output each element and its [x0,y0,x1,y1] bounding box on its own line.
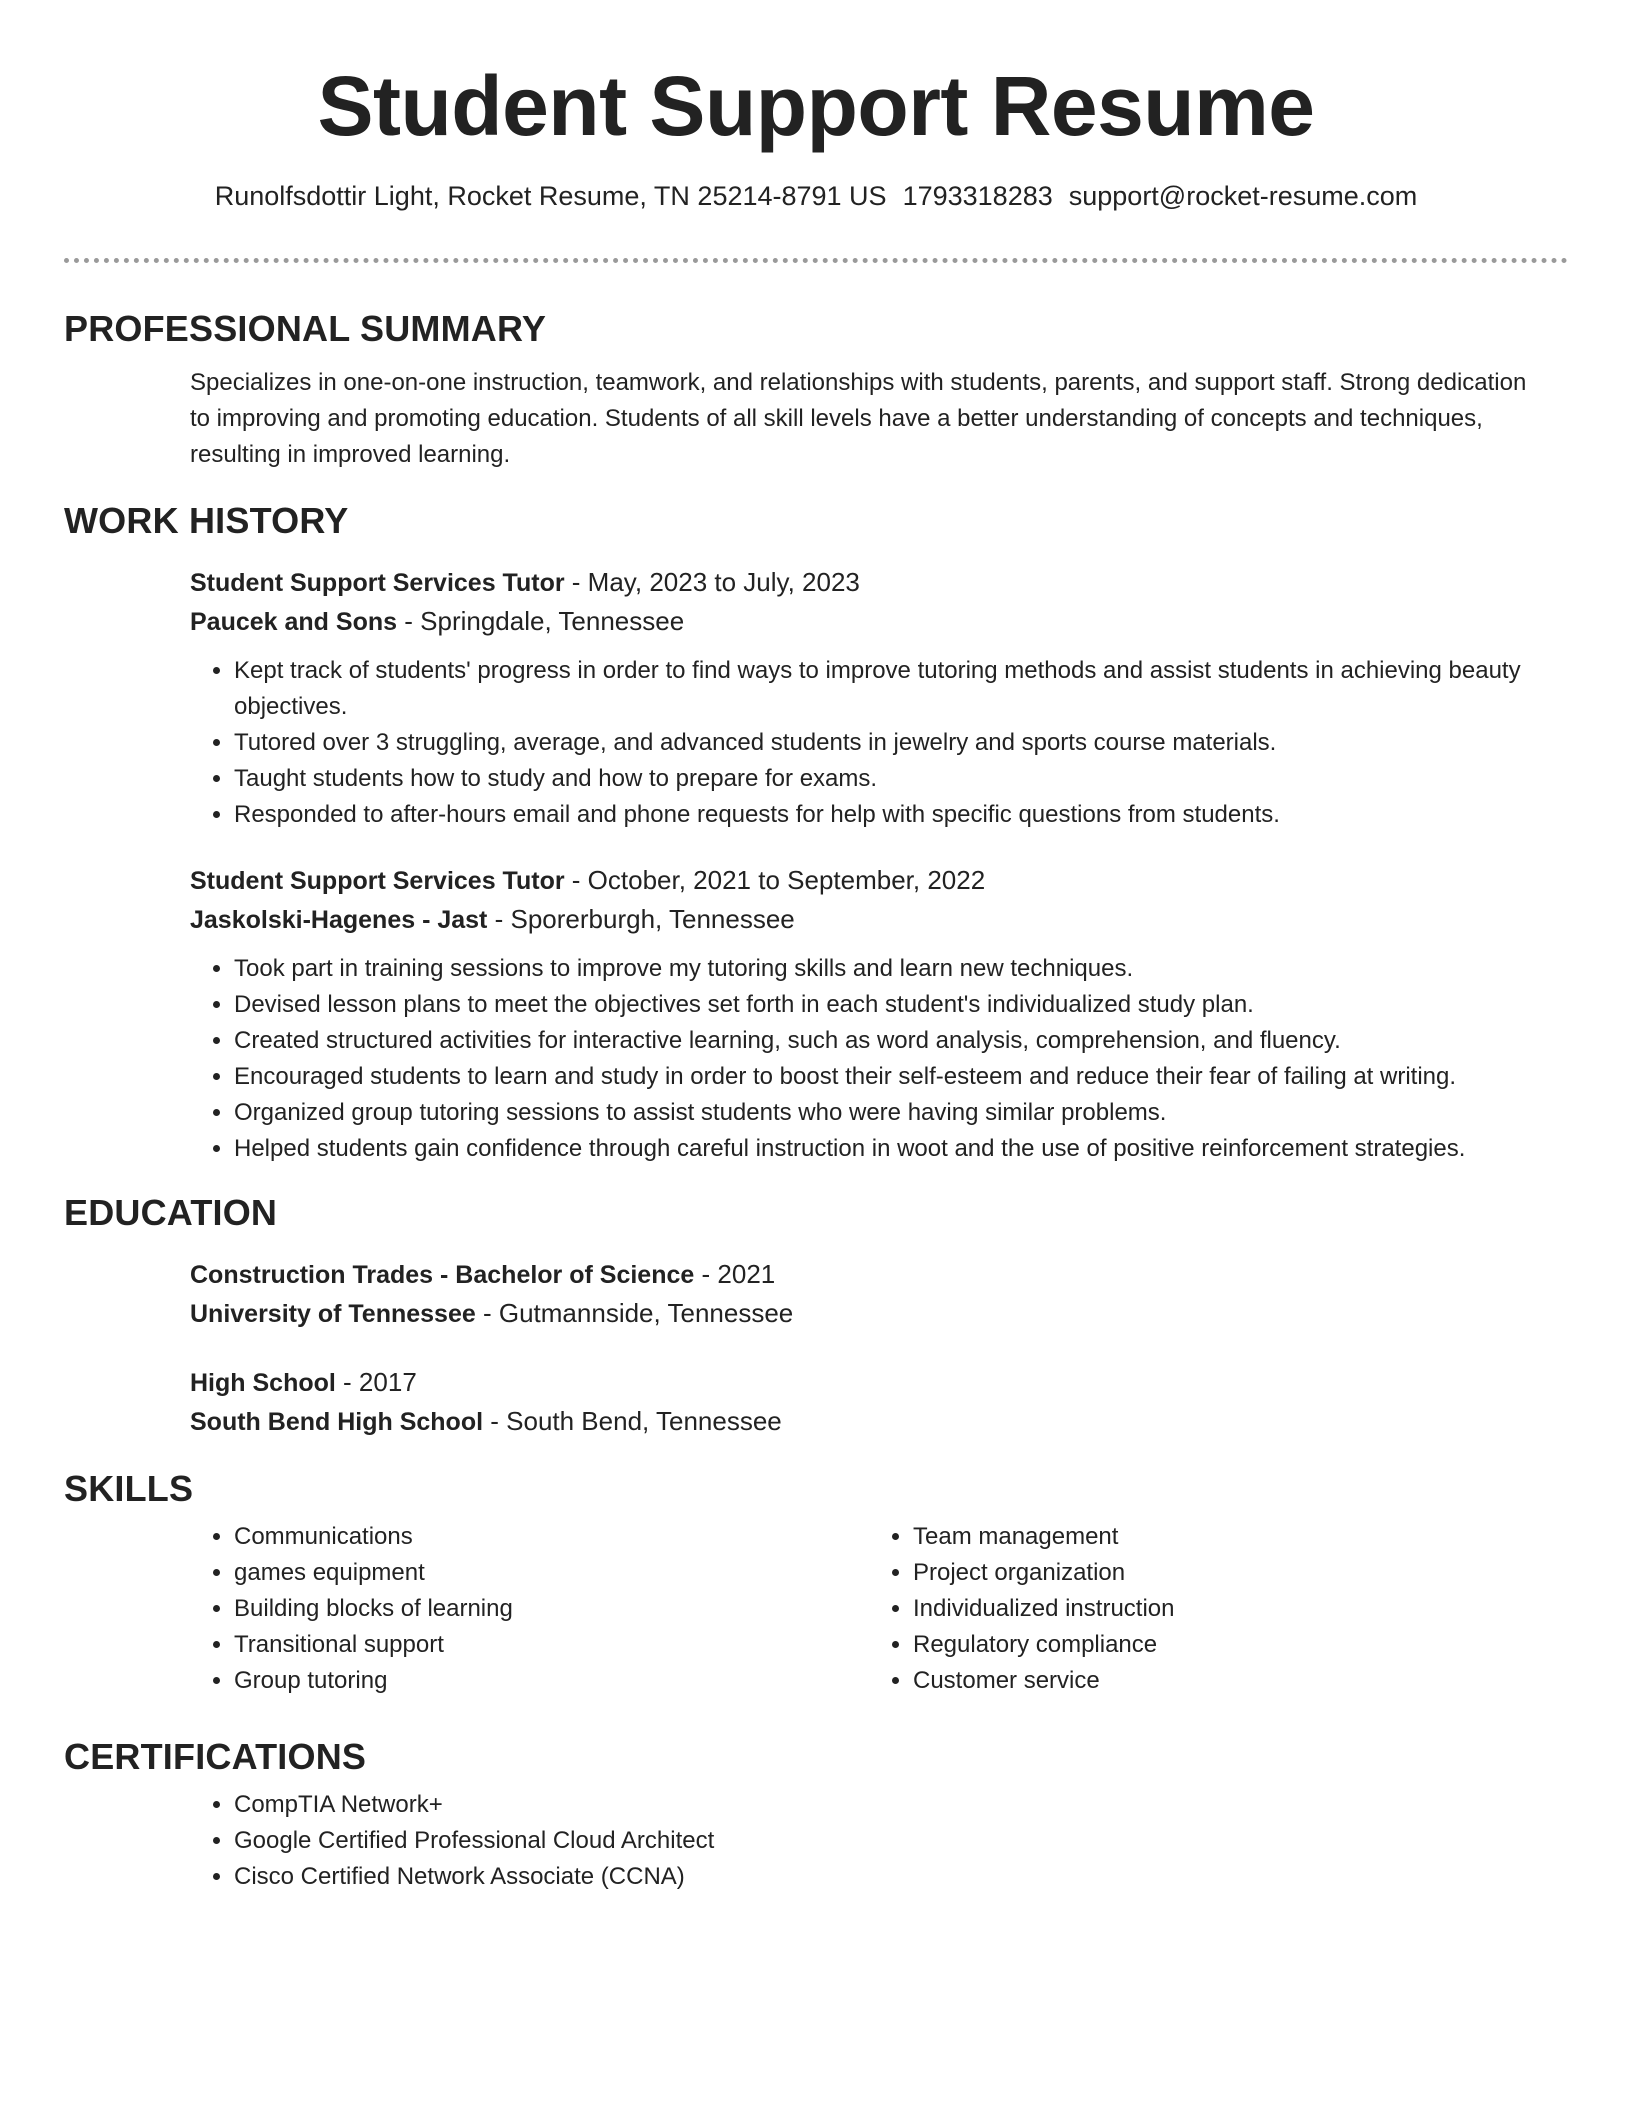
skills-right-column [869,1519,1548,1699]
education-school-line [190,1402,1548,1441]
contact-phone: 1793318283 [902,181,1053,211]
work-history-section [64,499,1568,1167]
education-heading: EDUCATION [64,1192,278,1233]
list-item: • Devised lesson plans to meet the objectives set forth in each student's individualized study plan. [234,987,1548,1023]
list-item: • games equipment [234,1555,869,1591]
list-item: • Communications [234,1519,869,1555]
skills-section [64,1467,1568,1699]
list-item: • Kept track of students' progress in order to find ways to improve tutoring methods and assist students in achieving beauty objectives. [234,653,1548,725]
list-item: • Helped students gain confidence through careful instruction in woot and the use of positive reinforcement strategies. [234,1131,1548,1167]
job-entry [190,861,1548,1167]
skills-left-column [190,1519,869,1699]
list-item: • Responded to after-hours email and phone requests for help with specific questions from students. [234,797,1548,833]
contact-line [64,178,1568,214]
job-entry [190,563,1548,833]
job-title-line [190,861,1548,900]
education-degree: Construction Trades - Bachelor of Science [190,1261,695,1289]
education-school-line [190,1294,1548,1333]
list-item: • Individualized instruction [913,1591,1548,1627]
education-location: - South Bend, Tennessee [483,1406,782,1436]
job-bullets [190,653,1548,833]
job-company-line [190,602,1548,641]
job-location: - Sporerburgh, Tennessee [487,904,795,934]
education-school: South Bend High School [190,1408,484,1436]
list-item: • Google Certified Professional Cloud Architect [234,1823,1548,1859]
job-bullets [190,951,1548,1167]
job-dates: - October, 2021 to September, 2022 [564,865,986,895]
education-year: - 2021 [694,1259,776,1289]
list-item: • Tutored over 3 struggling, average, and advanced students in jewelry and sports course materials. [234,725,1548,761]
education-entry [190,1363,1548,1441]
summary-heading: PROFESSIONAL SUMMARY [64,308,547,349]
header-divider [64,258,1568,263]
education-degree: High School [190,1369,336,1397]
job-company-line [190,900,1548,939]
contact-email: support@rocket-resume.com [1068,181,1418,211]
list-item: • Transitional support [234,1627,869,1663]
education-degree-line [190,1255,1548,1294]
job-dates: - May, 2023 to July, 2023 [564,567,860,597]
contact-address: Runolfsdottir Light, Rocket Resume, TN 25214-8791 US [214,181,887,211]
list-item: • Customer service [913,1663,1548,1699]
list-item: • Regulatory compliance [913,1627,1548,1663]
certifications-section [64,1735,1568,1895]
certifications-list [190,1787,1548,1895]
education-degree-line [190,1363,1548,1402]
list-item: • Created structured activities for interactive learning, such as word analysis, comprehension, and fluency. [234,1023,1548,1059]
list-item: • CompTIA Network+ [234,1787,1548,1823]
job-location: - Springdale, Tennessee [397,606,685,636]
list-item: • Team management [913,1519,1548,1555]
summary-text: Specializes in one-on-one instruction, teamwork, and relationships with students, parents, and support staff. Strong dedication to improving and promoting education. Students of all skill levels have a better understanding of concepts and techniques, resulting in improved learning. [190,369,1527,468]
list-item: • Took part in training sessions to improve my tutoring skills and learn new techniques. [234,951,1548,987]
education-entry [190,1255,1548,1333]
job-role: Student Support Services Tutor [190,569,565,597]
education-school: University of Tennessee [190,1300,476,1328]
list-item: • Taught students how to study and how to prepare for exams. [234,761,1548,797]
list-item: • Project organization [913,1555,1548,1591]
education-year: - 2017 [335,1367,417,1397]
job-role: Student Support Services Tutor [190,867,565,895]
list-item: • Organized group tutoring sessions to assist students who were having similar problems. [234,1095,1548,1131]
skills-grid [64,1511,1568,1699]
education-section [64,1191,1568,1441]
job-company: Paucek and Sons [190,608,398,636]
resume-title: Student Support Resume [317,59,1315,153]
list-item: • Encouraged students to learn and study in order to boost their self-esteem and reduce their fear of failing at writing. [234,1059,1548,1095]
work-history-heading: WORK HISTORY [64,500,349,541]
summary-section [64,307,1568,473]
skills-heading: SKILLS [64,1468,194,1509]
job-title-line [190,563,1548,602]
list-item: • Group tutoring [234,1663,869,1699]
job-company: Jaskolski-Hagenes - Jast [190,906,488,934]
list-item: • Building blocks of learning [234,1591,869,1627]
education-location: - Gutmannside, Tennessee [475,1298,794,1328]
certifications-heading: CERTIFICATIONS [64,1736,367,1777]
list-item: • Cisco Certified Network Associate (CCNA) [234,1859,1548,1895]
